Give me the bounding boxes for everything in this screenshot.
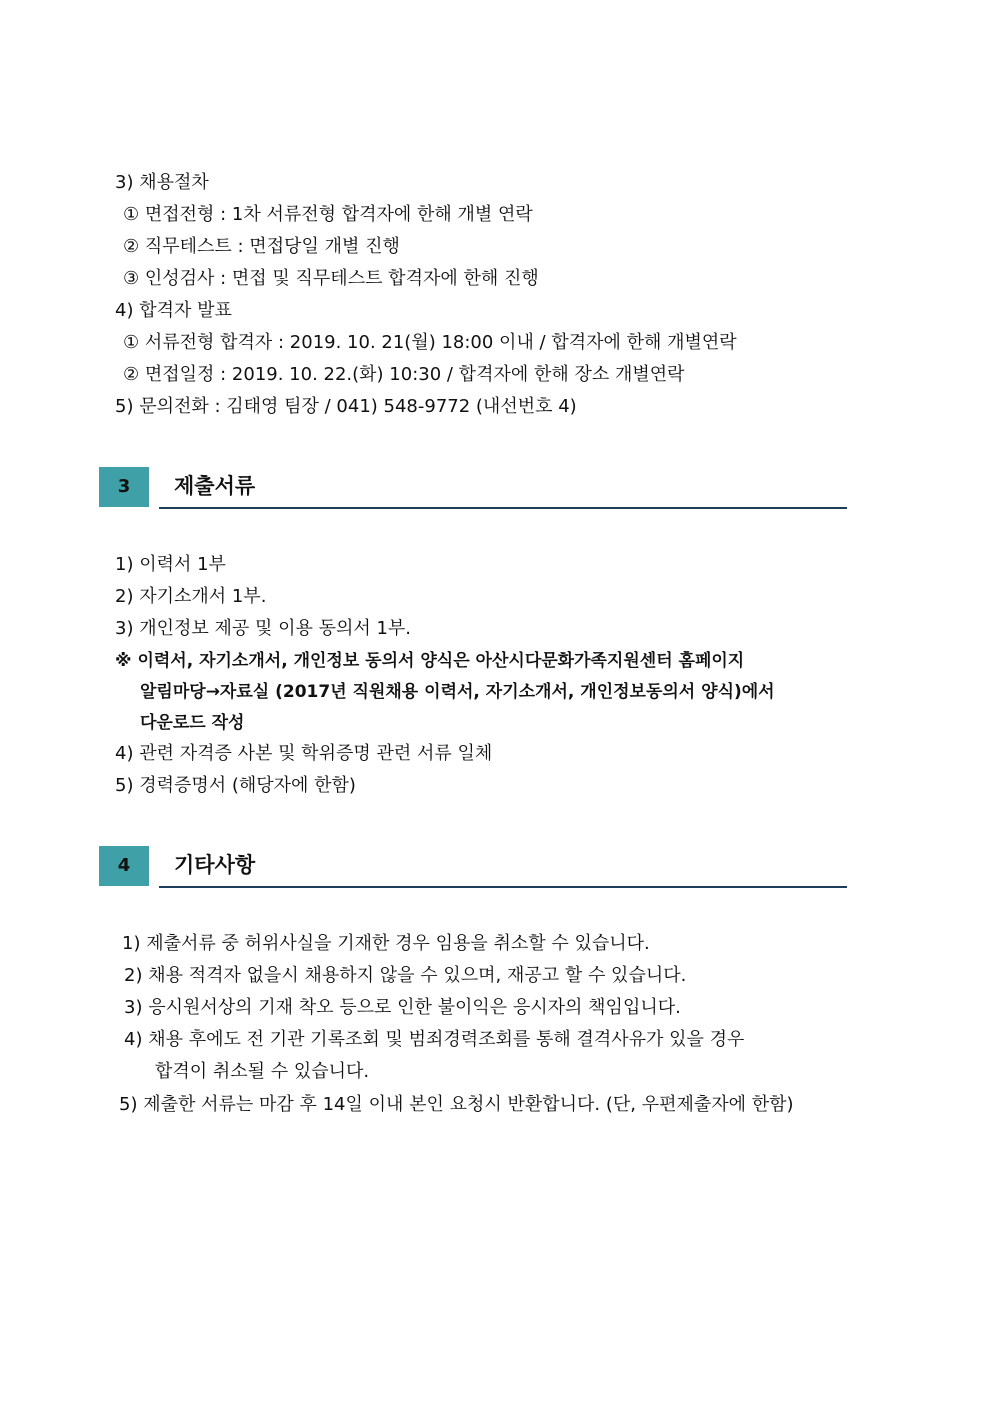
- section-3-title: 제출서류: [174, 474, 256, 498]
- section-4-rule: [159, 886, 847, 888]
- section-3-number: 3: [99, 467, 149, 507]
- doc-item-privacy-consent: 3) 개인정보 제공 및 이용 동의서 1부.: [115, 618, 412, 639]
- misc-item-background-check-cont: 합격이 취소될 수 있습니다.: [155, 1061, 370, 1082]
- misc-item-document-return: 5) 제출한 서류는 마감 후 14일 이내 본인 요청시 반환합니다. (단, 우편제출자에 한함): [119, 1094, 794, 1115]
- doc-note-line-2: 알림마당→자료실 (2017년 직원채용 이력서, 자기소개서, 개인정보동의서 양식)에서: [140, 682, 775, 702]
- section-3-header: [99, 467, 847, 509]
- section-4-header: [99, 846, 847, 888]
- doc-note-line-3: 다운로드 작성: [140, 713, 245, 733]
- announcement-heading: 4) 합격자 발표: [115, 300, 232, 321]
- doc-note-line-1: ※ 이력서, 자기소개서, 개인정보 동의서 양식은 아산시다문화가족지원센터 홈페이지: [115, 651, 745, 671]
- doc-item-career-cert: 5) 경력증명서 (해당자에 한함): [115, 775, 356, 796]
- procedure-step-interview: ① 면접전형 : 1차 서류전형 합격자에 한해 개별 연락: [123, 204, 533, 225]
- announcement-interview-schedule: ② 면접일정 : 2019. 10. 22.(화) 10:30 / 합격자에 한해 장소 개별연락: [123, 364, 685, 385]
- misc-item-false-info: 1) 제출서류 중 허위사실을 기재한 경우 임용을 취소할 수 있습니다.: [122, 933, 650, 954]
- section-3-rule: [159, 507, 847, 509]
- misc-item-applicant-responsibility: 3) 응시원서상의 기재 착오 등으로 인한 불이익은 응시자의 책임입니다.: [124, 997, 681, 1018]
- section-4-title: 기타사항: [174, 853, 256, 877]
- doc-item-resume: 1) 이력서 1부: [115, 554, 226, 575]
- doc-item-certificates: 4) 관련 자격증 사본 및 학위증명 관련 서류 일체: [115, 743, 493, 764]
- announcement-document-pass: ① 서류전형 합격자 : 2019. 10. 21(월) 18:00 이내 / 합격자에 한해 개별연락: [123, 332, 737, 353]
- procedure-step-job-test: ② 직무테스트 : 면접당일 개별 진행: [123, 236, 400, 257]
- procedure-step-personality: ③ 인성검사 : 면접 및 직무테스트 합격자에 한해 진행: [123, 268, 539, 289]
- contact-phone: 5) 문의전화 : 김태영 팀장 / 041) 548-9772 (내선번호 4): [115, 396, 577, 417]
- procedure-heading: 3) 채용절차: [115, 172, 209, 193]
- doc-item-cover-letter: 2) 자기소개서 1부.: [115, 586, 267, 607]
- misc-item-no-hire: 2) 채용 적격자 없을시 채용하지 않을 수 있으며, 재공고 할 수 있습니다.: [124, 965, 687, 986]
- misc-item-background-check: 4) 채용 후에도 전 기관 기록조회 및 범죄경력조회를 통해 결격사유가 있을 경우: [124, 1029, 745, 1050]
- section-4-number: 4: [99, 846, 149, 886]
